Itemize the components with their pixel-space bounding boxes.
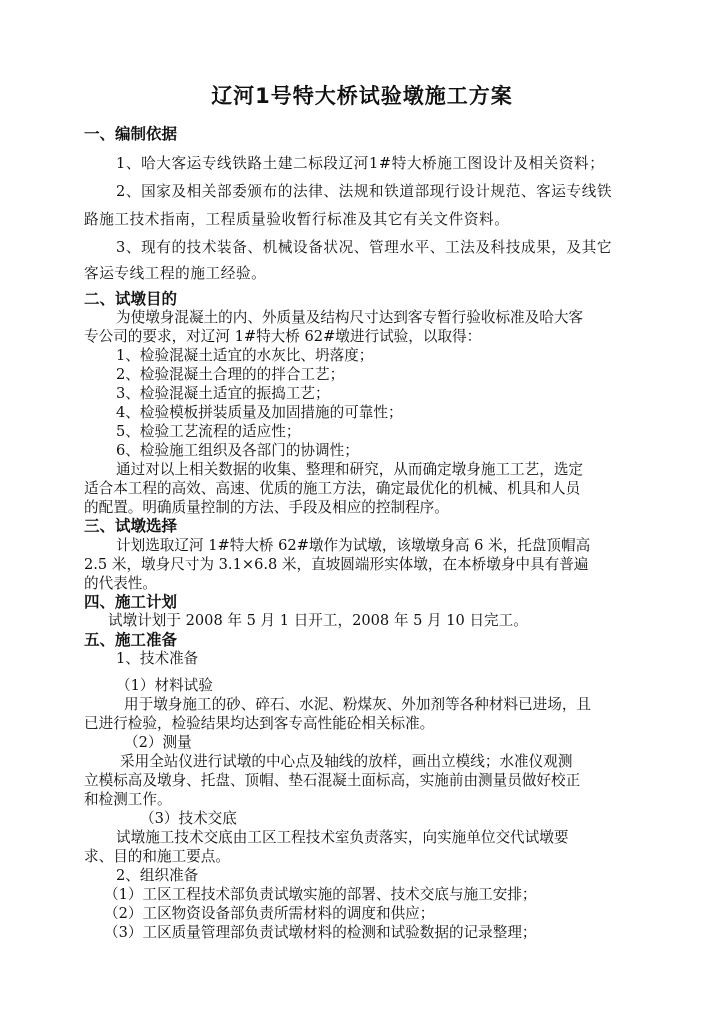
paragraph-line: 路施工技术指南，工程质量验收暂行标准及其它有关文件资料。: [84, 211, 510, 228]
list-item: （2）工区物资设备部负责所需材料的调度和供应；: [104, 905, 435, 922]
document-title: 辽河1号特大桥试验墩施工方案: [211, 84, 513, 108]
paragraph-line: 3、现有的技术装备、机械设备状况、管理水平、工法及科技成果，及其它: [116, 239, 613, 256]
paragraph-line: 2、国家及相关部委颁布的法律、法规和铁道部现行设计规范、客运专线铁: [116, 183, 613, 200]
section-heading-selection: 三、试墩选择: [84, 517, 178, 535]
paragraph-line: 采用全站仪进行试墩的中心点及轴线的放样，画出立模线；水准仪观测: [120, 753, 573, 770]
list-item: （1）工区工程技术部负责试墩实施的部署、技术交底与施工安排；: [104, 886, 537, 903]
paragraph-line: 求、目的和施工要点。: [84, 848, 230, 865]
subheading: （1）材料试验: [116, 677, 213, 694]
paragraph-line: 为使墩身混凝土的内、外质量及结构尺寸达到客专暂行验收标准及哈大客: [116, 309, 584, 326]
subheading: （2）测量: [124, 734, 192, 751]
list-item: 5、检验工艺流程的适应性；: [116, 423, 301, 440]
paragraph-line: 试墩施工技术交底由工区工程技术室负责落实，向实施单位交代试墩要: [116, 829, 569, 846]
section-heading-preparation: 五、施工准备: [84, 631, 178, 649]
list-item: 6、检验施工组织及各部门的协调性；: [116, 442, 359, 459]
paragraph-line: 适合本工程的高效、高速、优质的施工方法，确定最优化的机械、机具和人员: [84, 480, 581, 497]
paragraph-line: 试墩计划于 2008 年 5 月 1 日开工，2008 年 5 月 10 日完工。: [108, 612, 528, 629]
paragraph-line: 专公司的要求，对辽河 1#特大桥 62#墩进行试验，以取得：: [84, 328, 482, 345]
paragraph-line: 2.5 米，墩身尺寸为 3.1×6.8 米，直坡圆端形实体墩，在本桥墩身中具有普遍: [84, 556, 589, 573]
section-heading-purpose: 二、试墩目的: [84, 290, 178, 308]
paragraph-line: 立模标高及墩身、托盘、顶帽、垫石混凝土面标高，实施前由测量员做好校正: [84, 772, 581, 789]
list-item: 2、检验混凝土合理的的拌合工艺；: [116, 366, 345, 383]
list-item: 1、检验混凝土适宜的水灰比、坍落度；: [116, 347, 374, 364]
subheading: 2、组织准备: [116, 867, 199, 884]
paragraph-line: 用于墩身施工的砂、碎石、水泥、粉煤灰、外加剂等各种材料已进场，且: [124, 696, 592, 713]
paragraph-line: 通过对以上相关数据的收集、整理和研究，从而确定墩身施工工艺，选定: [116, 461, 584, 478]
paragraph-line: 已进行检验，检验结果均达到客专高性能砼相关标准。: [84, 715, 435, 732]
subheading: 1、技术准备: [116, 650, 199, 667]
paragraph-line: 1、哈大客运专线铁路土建二标段辽河1#特大桥施工图设计及相关资料；: [116, 155, 605, 172]
list-item: 4、检验模板拼装质量及加固措施的可靠性；: [116, 404, 403, 421]
paragraph-line: 的配置。明确质量控制的方法、手段及相应的控制程序。: [84, 499, 449, 516]
subheading: （3）技术交底: [140, 810, 237, 827]
paragraph-line: 计划选取辽河 1#特大桥 62#墩作为试墩，该墩墩身高 6 米，托盘顶帽高: [116, 537, 591, 554]
paragraph-line: 客运专线工程的施工经验。: [84, 265, 267, 282]
section-heading-plan: 四、施工计划: [84, 593, 178, 611]
paragraph-line: 和检测工作。: [84, 791, 172, 808]
list-item: （3）工区质量管理部负责试墩材料的检测和试验数据的记录整理；: [104, 924, 537, 941]
list-item: 3、检验混凝土适宜的振捣工艺；: [116, 385, 330, 402]
paragraph-line: 的代表性。: [84, 575, 157, 592]
section-heading-basis: 一、编制依据: [84, 125, 178, 143]
